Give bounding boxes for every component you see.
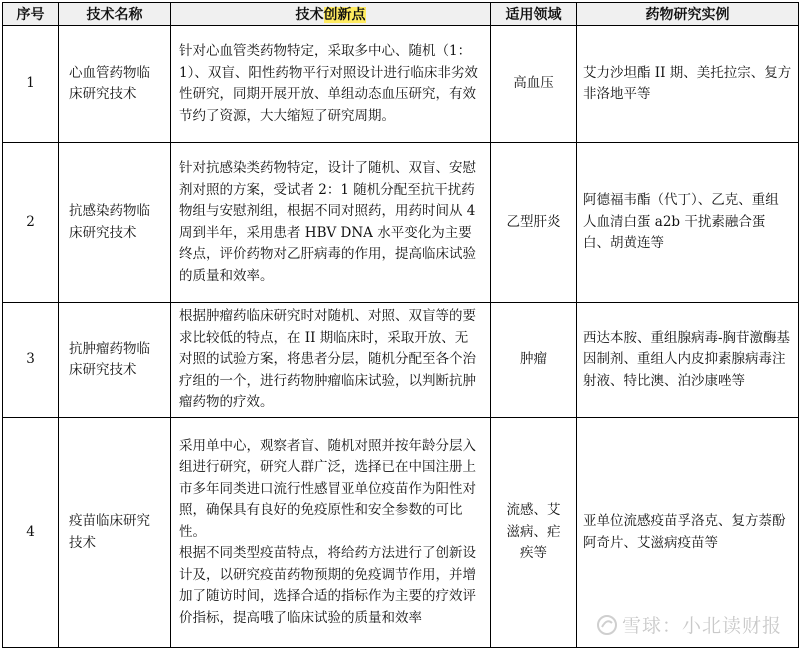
- innovation-paragraph: 采用单中心，观察者盲、随机对照并按年龄分层入组进行研究，研究人群广泛，选择已在中国注册上市多年同类进口流行性感冒亚单位疫苗作为阳性对照，确保具有良好的免疫原性和安全参数的可比性。: [179, 437, 476, 540]
- header-example: 药物研究实例: [577, 3, 799, 26]
- row-num: 1: [3, 26, 59, 143]
- header-innovation-highlight: 创新点: [323, 7, 366, 23]
- innovation-paragraph: 根据不同类型疫苗特点，将给药方法进行了创新设计及，以研究疫苗药物预期的免疫调节作用，并增加了随访时间，选择合适的指标作为主要的疗效评价指标，提高哦了临床试验的质量和效率: [179, 545, 476, 626]
- table-header-row: [3, 3, 799, 26]
- header-innovation: [171, 3, 491, 26]
- watermark-separator: ：: [661, 615, 682, 637]
- row-example: 艾力沙坦酯 II 期、美托拉宗、复方非洛地平等: [577, 26, 799, 143]
- watermark-author: 小北读财报: [681, 615, 782, 637]
- row-tech-name: 抗感染药物临床研究技术: [59, 143, 171, 303]
- row-tech-name: 抗肿瘤药物临床研究技术: [59, 303, 171, 418]
- row-example: 亚单位流感疫苗孚洛克、复方萘酚阿奇片、艾滋病疫苗等: [577, 418, 799, 648]
- header-domain: 适用领域: [491, 3, 577, 26]
- table-row: [3, 143, 799, 303]
- header-num: 序号: [3, 3, 59, 26]
- drug-research-table: [2, 2, 799, 648]
- row-example: 西达本胺、重组腺病毒-胸苷激酶基因制剂、重组人内皮抑素腺病毒注射液、特比澳、泊沙康唑等: [577, 303, 799, 418]
- innovation-paragraph: 针对心血管类药物特定，采取多中心、随机（1：1）、双盲、阳性药物平行对照设计进行临床非劣效性研究，同期开展开放、单组动态血压研究，有效节约了资源，大大缩短了研究周期。: [179, 43, 478, 124]
- table-row: [3, 26, 799, 143]
- row-num: 2: [3, 143, 59, 303]
- row-domain: 流感、艾滋病、疟疾等: [491, 418, 577, 648]
- row-num: 4: [3, 418, 59, 648]
- innovation-paragraph: 针对抗感染类药物特定，设计了随机、双盲、安慰剂对照的方案，受试者 2：1 随机分配至抗干扰药物组与安慰剂组，根据不同对照药，用药时间从 4 周到半年，采用患者 HBV DNA 水平变化为主要终点，评价药物对乙肝病毒的作用，提高临床试验的质量和效率。: [179, 160, 476, 284]
- row-tech-name: 疫苗临床研究技术: [59, 418, 171, 648]
- row-innovation: [171, 418, 491, 648]
- watermark-brand: 雪球: [621, 615, 662, 637]
- row-example: 阿德福韦酯（代丁）、乙克、重组人血清白蛋 a2b 干扰素融合蛋白、胡黄连等: [577, 143, 799, 303]
- row-innovation: [171, 26, 491, 143]
- header-name: 技术名称: [59, 3, 171, 26]
- snowball-logo-icon: [596, 614, 618, 636]
- table-row: [3, 303, 799, 418]
- row-domain: 高血压: [491, 26, 577, 143]
- innovation-paragraph: 根据肿瘤药临床研究时对随机、对照、双盲等的要求比较低的特点，在 II 期临床时，采取开放、无对照的试验方案，将患者分层，随机分配至各个治疗组的一个，进行药物肿瘤临床试验，以判断抗肿瘤药物的疗效。: [179, 308, 476, 411]
- row-innovation: [171, 303, 491, 418]
- row-innovation: [171, 143, 491, 303]
- row-tech-name: 心血管药物临床研究技术: [59, 26, 171, 143]
- row-domain: 乙型肝炎: [491, 143, 577, 303]
- row-num: 3: [3, 303, 59, 418]
- row-domain: 肿瘤: [491, 303, 577, 418]
- header-innovation-pre: 技术: [295, 7, 324, 23]
- watermark: [596, 611, 782, 638]
